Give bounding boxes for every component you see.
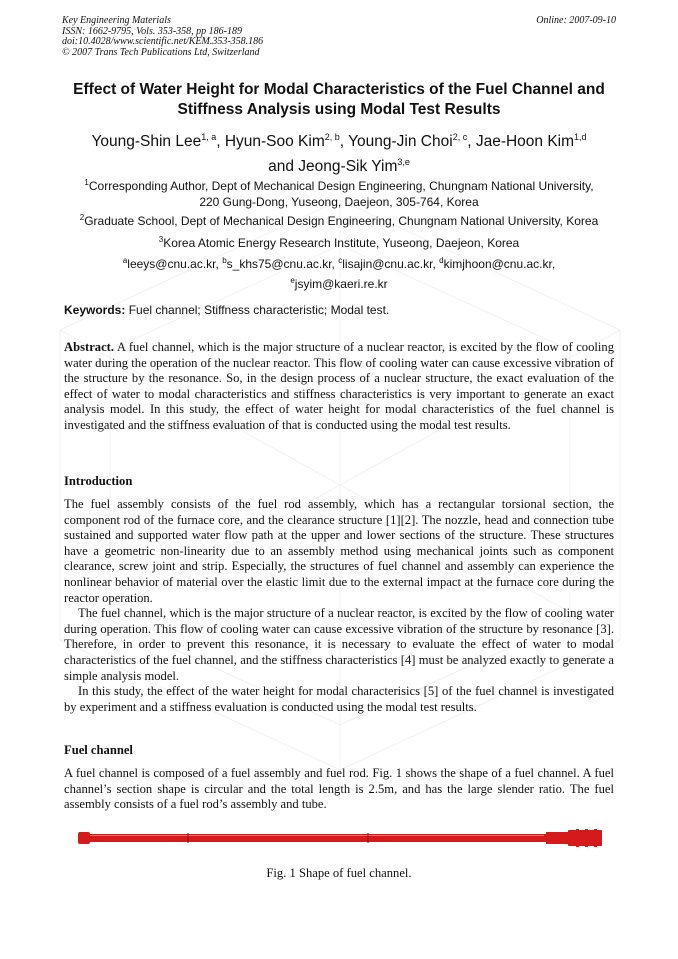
introduction-heading: Introduction [64,474,133,488]
affiliation-text: Graduate School, Dept of Mechanical Design Engineering, Chungnam National University, Korea [84,214,599,228]
author-affil-mark: 3,e [397,157,410,168]
doi-line: doi:10.4028/www.scientific.net/KEM.353-358.186 [62,36,264,48]
introduction-section [64,497,614,715]
online-date: Online: 2007-09-10 [536,15,616,26]
channel-connector [546,832,568,844]
author-affil-mark: 2, b [324,132,340,142]
affiliation-text: Korea Atomic Energy Research Institute, Yuseong, Daejeon, Korea [163,236,520,250]
channel-rib [585,829,588,847]
title-line-1: Effect of Water Height for Modal Characteristics of the Fuel Channel and [73,81,605,98]
affiliation-1 [50,175,628,210]
channel-rib [576,829,579,847]
email-link[interactable]: lisajin@cnu.ac.kr, [342,257,436,271]
author-affil-mark: 2, c [452,132,468,142]
email-mark: c [338,256,343,265]
fuel-channel-paragraph: A fuel channel is composed of a fuel assembly and fuel rod. Fig. 1 shows the shape of a fuel channel. A fuel channel’s section shape is circular and the total length is 2.5m, and has the large slender ratio. The fuel assembly consists of a fuel rod’s assembly and tube. [64,766,614,812]
email-mark: d [439,256,444,265]
author-name: Young-Shin Lee [91,133,202,151]
affiliation-text: Corresponding Author, Dept of Mechanical Design Engineering, Chungnam National University, [88,179,594,193]
fuel-channel-section [64,766,614,813]
introduction-paragraph-2: The fuel channel, which is the major structure of a nuclear reactor, is excited by the flow of cooling water during operation. This flow of cooling water can cause excessive vibration of the structure by resonance [3]. Therefore, in order to prevent this resonance, it is necessary to evaluate the effect of water to modal characteristics of the fuel channel, and the stiffness characteristics [4] must be analyzed exactly to generate a simple analysis model. [64,606,614,683]
affiliation-mark: 2 [79,213,85,222]
keywords-text: Fuel channel; Stiffness characteristic; Modal test. [128,303,390,317]
introduction-paragraph-3: In this study, the effect of the water height for modal characterisics [5] of the fuel channel is investigated by experiment and a stiffness evaluation is conducted using the modal test results. [64,684,614,714]
email-mark: b [222,256,227,265]
issn-line: ISSN: 1662-9795, Vols. 353-358, pp 186-189 [62,25,242,37]
author-conjunction: and [268,158,294,176]
affiliation-3 [50,232,628,252]
author-affil-mark: 1, a [201,132,217,142]
paper-title [50,80,628,120]
email-link[interactable]: jsyim@kaeri.re.kr [294,276,388,291]
keywords-line [64,303,389,317]
affiliation-text: 220 Gung-Dong, Yuseong, Daejeon, 305-764, Korea [199,194,479,209]
author-name: Hyun-Soo Kim [224,133,325,151]
figure-caption: Fig. 1 Shape of fuel channel. [266,866,412,880]
email-list [50,253,628,292]
email-link[interactable]: kimjhoon@cnu.ac.kr, [443,257,556,271]
abstract-text: A fuel channel, which is the major structure of a nuclear reactor, is excited by the flow of cooling water during the operation of the nuclear reactor. This flow of cooling water can cause excessive vibration of the structure by the resonance. So, in the design process of a nuclear structure, the exact evaluation of the effect of water to modal characteristics and stiffness characteristics is very important to generate an exact analysis model. In this study, the effect of water height for modal characteristics of the fuel channel is investigated and the stiffness evaluation of that is conducted using the modal test results. [64,340,614,432]
keywords-label: Keywords: [64,303,126,317]
email-link[interactable]: s_khs75@cnu.ac.kr, [226,257,335,271]
abstract-section [64,340,614,434]
title-line-2: Stiffness Analysis using Modal Test Results [177,101,501,118]
journal-name: Key Engineering Materials [62,15,171,26]
channel-rib [594,829,597,847]
fuel-channel-heading: Fuel channel [64,743,133,757]
author-affil-mark: 1,d [574,132,587,142]
abstract-label: Abstract. [64,340,115,354]
email-mark: e [290,275,295,285]
author-name: Jeong-Sik Yim [298,158,398,176]
affiliation-2 [50,210,628,230]
affiliation-mark: 1 [84,178,89,187]
copyright-line: © 2007 Trans Tech Publications Ltd, Switzerland [62,46,260,58]
author-name: Jae-Hoon Kim [475,133,575,151]
journal-header [62,16,616,58]
introduction-paragraph-1: The fuel assembly consists of the fuel rod assembly, which has a rectangular torsional section, the component rod of the furnace core, and the clearance structure [1][2]. The nozzle, head and connection tube sustained and supported water flow path at the upper and lower sections of the structure. These structures have a geometric non-linearity due to an assembly method using mechanical joints such as component clearance, screw joint and strip. Especially, the structures of fuel channel and assembly can experience the nonlinear behavior of material over the elastic limit due to the external impact at the furnace core during the reactor operation. [64,497,614,605]
email-mark: a [122,256,128,265]
email-link[interactable]: leeys@cnu.ac.kr, [127,257,219,271]
author-list: Young-Shin Lee$^{1, a}$, Hyun-Soo Kim$^{2, b}$, Young-Jin Choi$^{2, c}$, Jae-Hoon Kim$^{1,d}$ and Jeong-Sik Yim$^{3,e}$ [91,132,587,176]
fuel-channel-figure [78,828,602,848]
affiliation-mark: 3 [158,235,164,244]
author-name: Young-Jin Choi [348,133,453,151]
